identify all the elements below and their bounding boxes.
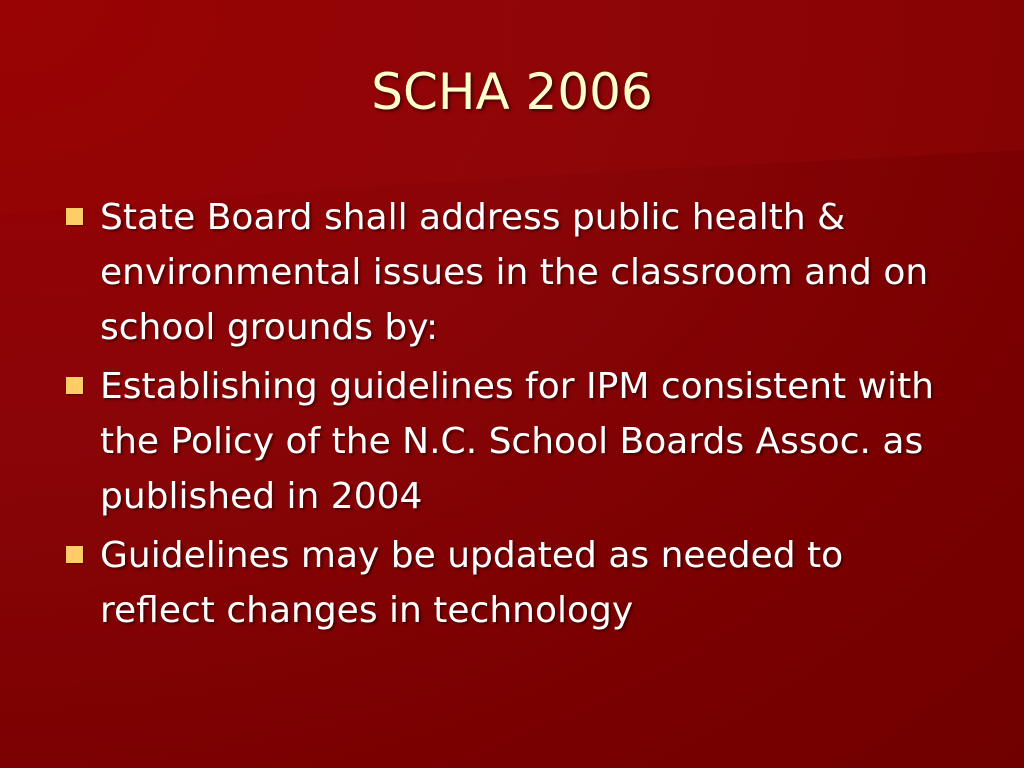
bullet-item <box>60 359 960 524</box>
bullet-item <box>60 528 960 638</box>
square-bullet-icon <box>66 208 83 225</box>
bullet-text: Guidelines may be updated as needed to reflect changes in technology <box>100 535 844 631</box>
square-bullet-icon <box>66 546 83 563</box>
slide-title: SCHA 2006 <box>371 63 653 121</box>
bullet-list <box>60 190 960 642</box>
bullet-text: Establishing guidelines for IPM consistent with the Policy of the N.C. School Boards Assoc. as published in 2004 <box>100 366 934 517</box>
bullet-item <box>60 190 960 355</box>
bullet-text: State Board shall address public health & environmental issues in the classroom and on school grounds by: <box>100 197 929 348</box>
square-bullet-icon <box>66 377 83 394</box>
